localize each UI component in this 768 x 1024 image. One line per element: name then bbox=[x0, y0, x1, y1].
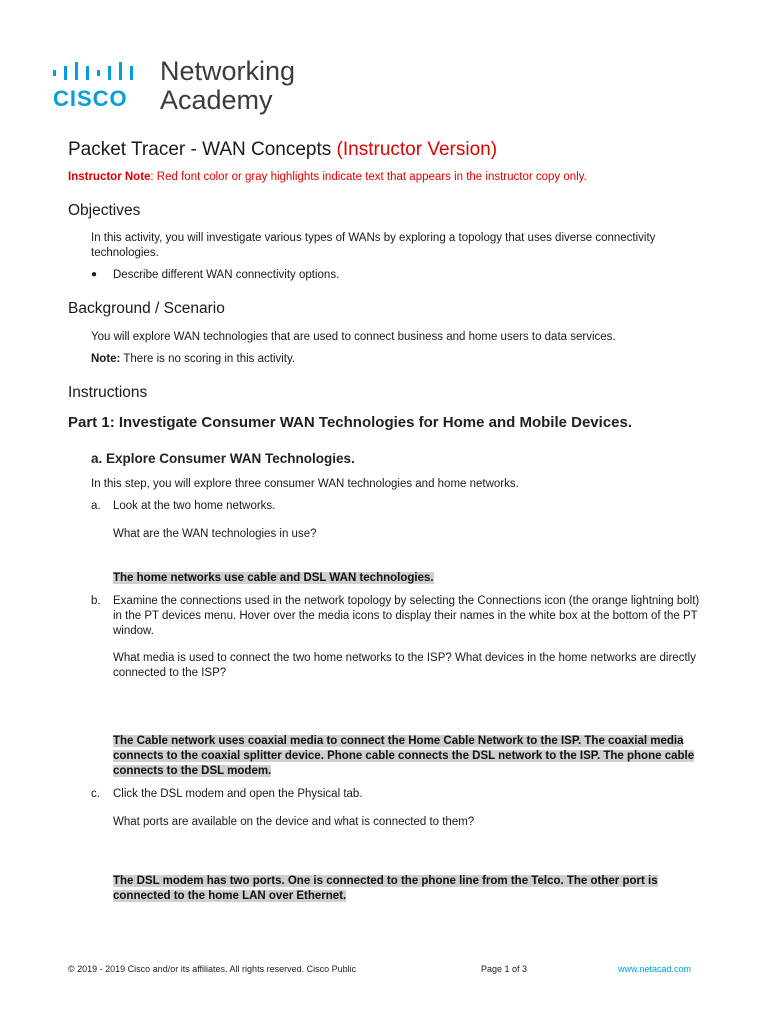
step-b-text: Examine the connections used in the network topology by selecting the Connections icon (the orange lightning bolt) in the PT devices menu. Hover over the media icons to display their names in the white box at the bottom of the PT window. bbox=[113, 595, 700, 637]
logo-networking: Networking bbox=[160, 56, 296, 86]
part1-heading: Part 1: Investigate Consumer WAN Technologies for Home and Mobile Devices. bbox=[68, 414, 633, 431]
instructions-heading: Instructions bbox=[68, 384, 148, 401]
footer-page-number: Page 1 of 3 bbox=[481, 964, 528, 974]
step-a-question: What are the WAN technologies in use? bbox=[113, 528, 317, 540]
cisco-wordmark: CISCO bbox=[53, 86, 128, 111]
objectives-heading: Objectives bbox=[68, 202, 141, 219]
step-b-label: b. bbox=[91, 595, 101, 607]
instructor-note: Instructor Note: Red font color or gray highlights indicate text that appears in the instructor copy only. bbox=[68, 171, 587, 183]
background-note: Note: There is no scoring in this activity. bbox=[91, 353, 296, 365]
footer-site-link[interactable]: www.netacad.com bbox=[618, 964, 692, 974]
step-c-label: c. bbox=[91, 788, 100, 800]
objectives-intro: In this activity, you will investigate various types of WANs by exploring a topology that uses diverse connectivity technologies. bbox=[91, 232, 656, 259]
step-b-answer: The Cable network uses coaxial media to connect the Home Cable Network to the ISP. The coaxial media connects to the coaxial splitter device. Phone cable connects the DSL network to the ISP. The phone cable connects to the DSL modem. bbox=[113, 735, 695, 777]
bullet-icon: ● bbox=[91, 269, 98, 280]
objectives-bullet: Describe different WAN connectivity options. bbox=[113, 269, 340, 281]
step-a-label: a. bbox=[91, 500, 101, 512]
step-a-text: Look at the two home networks. bbox=[113, 500, 276, 512]
footer-copyright: © 2019 - 2019 Cisco and/or its affiliates. All rights reserved. Cisco Public bbox=[68, 964, 357, 974]
step-a-answer: The home networks use cable and DSL WAN technologies. bbox=[113, 572, 434, 584]
step-b-question: What media is used to connect the two home networks to the ISP? What devices in the home networks are directly connected to the ISP? bbox=[113, 652, 696, 679]
background-heading: Background / Scenario bbox=[68, 300, 225, 317]
step-c-text: Click the DSL modem and open the Physical tab. bbox=[113, 788, 363, 800]
step-c-answer: The DSL modem has two ports. One is connected to the phone line from the Telco. The other port is connected to the home LAN over Ethernet. bbox=[113, 875, 658, 902]
step-c-question: What ports are available on the device and what is connected to them? bbox=[113, 816, 475, 828]
cisco-logo-bars-icon bbox=[53, 60, 141, 80]
page-title: Packet Tracer - WAN Concepts (Instructor Version) bbox=[68, 139, 498, 160]
instructions-intro: In this step, you will explore three consumer WAN technologies and home networks. bbox=[91, 478, 519, 490]
sub-a-heading: a. Explore Consumer WAN Technologies. bbox=[91, 451, 355, 466]
logo-academy: Academy bbox=[160, 85, 273, 115]
background-text: You will explore WAN technologies that are used to connect business and home users to data services. bbox=[91, 331, 616, 343]
instructor-version-label: (Instructor Version) bbox=[336, 139, 498, 160]
